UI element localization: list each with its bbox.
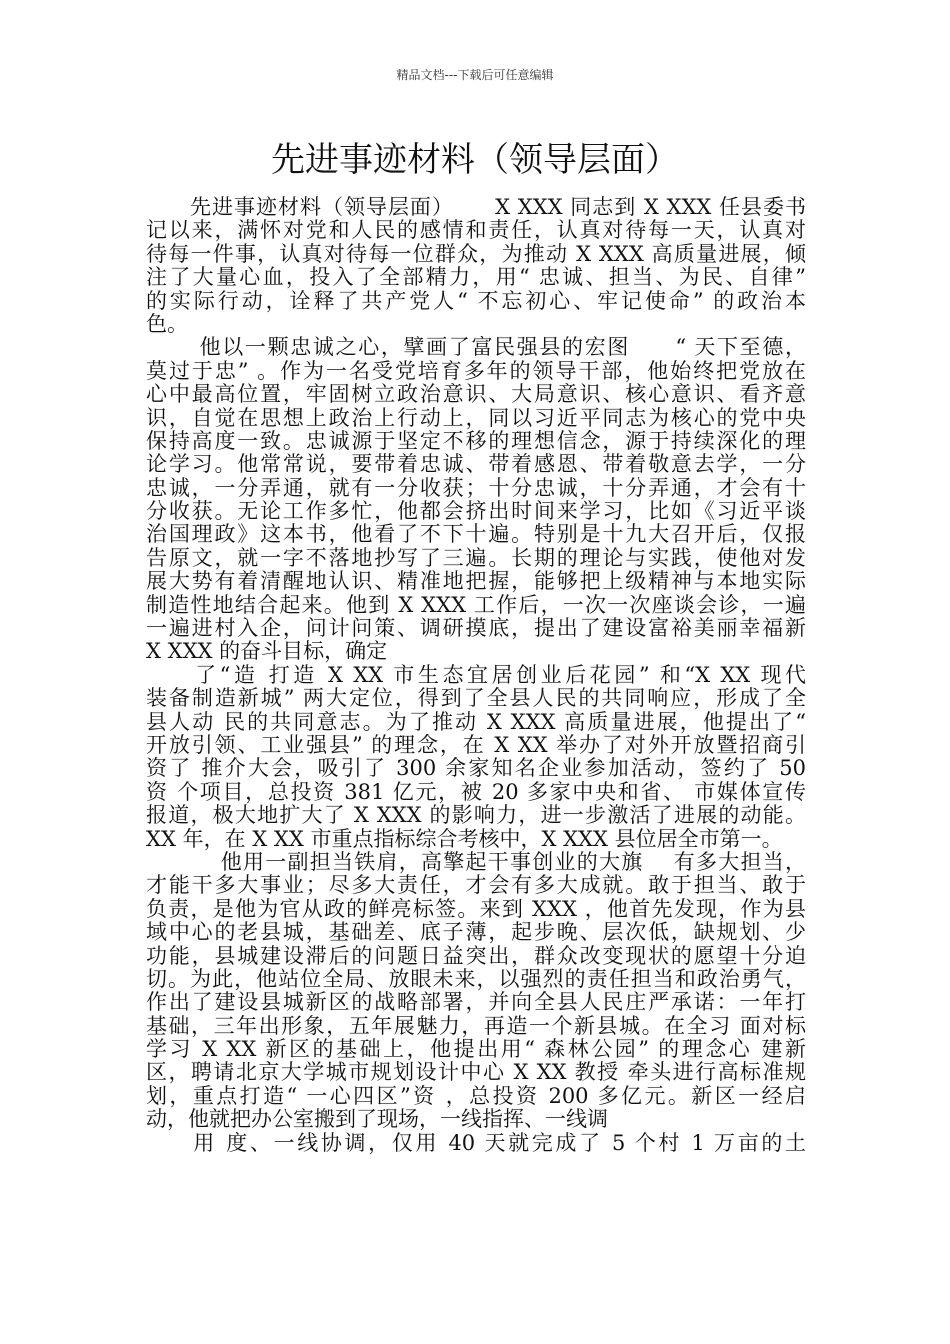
body-text-line: 治国理政》这本书，他看了不下十遍。特别是十九大召开后，仅报 [146,523,806,547]
body-text-line: 莫过于忠” 。作为一名受党培育多年的领导干部，他始终把党放在 [146,359,806,383]
body-text-line: 展大势有着清醒地认识、精准地把握，能够把上级精神与本地实际 [146,570,806,594]
body-text-line: 用 度、一线协调，仅用 40 天就完成了 5 个村 1 万亩的土 [146,1131,806,1155]
body-text-line: 资 个项目，总投资 381 亿元，被 20 多家中央和省、 市媒体宣传 [146,780,806,804]
body-text-line: 注了大量心血，投入了全部精力，用“ 忠诚、担当、为民、自律” [146,266,806,290]
body-text-line: X XXX 的奋斗目标，确定 [146,640,388,664]
body-text-line: 分收获。无论工作多忙，他都会挤出时间来学习，比如《习近平谈 [146,500,806,524]
body-text-line: 他以一颗忠诚之心，擘画了富民强县的宏图 “ 天下至德， [146,336,806,360]
body-text-line: 识，自觉在思想上政治上行动上，同以习近平同志为核心的党中央 [146,406,806,430]
body-text-line: 心中最高位置，牢固树立政治意识、大局意识、核心意识、看齐意 [146,383,806,407]
body-text-line: XX 年，在 X XX 市重点指标综合考核中，X XXX 县位居全市第一。 [146,827,783,851]
body-text-line: 他用一副担当铁肩，高擎起干事创业的大旗 有多大担当， [146,850,806,874]
body-text-line: 学习 X XX 新区的基础上，他提出用“ 森林公园” 的理念心 建新 [146,1038,806,1062]
body-text-line: 的实际行动，诠释了共产党人“ 不忘初心、牢记使命” 的政治本 [146,289,806,313]
body-text-line: 切。为此，他站位全局、放眼未来，以强烈的责任担当和政治勇气， [146,967,806,991]
body-text-line: 功能，县城建设滞后的问题日益突出，群众改变现状的愿望十分迫 [146,944,806,968]
body-text-line: 告原文，就一字不落地抄写了三遍。长期的理论与实践，使他对发 [146,546,806,570]
body-text-line: 开放引领、工业强县” 的理念，在 X XX 举办了对外开放暨招商引 [146,733,806,757]
body-text-line: 先进事迹材料（领导层面） X XXX 同志到 X XXX 任县委书 [146,196,806,219]
body-text-line: 区，聘请北京大学城市规划设计中心 X XX 教授 牵头进行高标准规 [146,1061,806,1085]
body-text-line: 县人动 民的共同意志。为了推动 X XXX 高质量进展，他提出了“ [146,710,806,734]
body-text-line: 色。 [146,312,188,336]
body-text-line: 保持高度一致。忠诚源于坚定不移的理想信念，源于持续深化的理 [146,429,806,453]
document-title: 先进事迹材料（领导层面） [271,140,679,180]
body-text-line: 才能干多大事业；尽多大责任，才会有多大成就。敢于担当、敢于 [146,874,806,898]
body-text-line: 作出了建设县城新区的战略部署，并向全县人民庄严承诺：一年打 [146,991,806,1015]
body-text-line: 一遍进村入企，问计问策、调研摸底，提出了建设富裕美丽幸福新 [146,617,806,641]
body-text-line: 域中心的老县城，基础差、底子薄，起步晚、层次低，缺规划、少 [146,921,806,945]
document-body [146,196,806,1155]
body-text-line: 划，重点打造“ 一心四区”资 ，总投资 200 多亿元。新区一经启 [146,1084,806,1108]
body-text-line: 记以来，满怀对党和人民的感情和责任，认真对待每一天，认真对 [146,219,806,243]
body-text-line: 资了 推介大会，吸引了 300 余家知名企业参加活动，签约了 50 [146,757,806,781]
body-text-line: 基础，三年出形象，五年展魅力，再造一个新县城。在全习 面对标 [146,1014,806,1038]
body-text-line: 动，他就把办公室搬到了现场，一线指挥、一线调 [146,1108,608,1132]
body-text-line: 忠诚，一分弄通，就有一分收获；十分忠诚，十分弄通，才会有十 [146,476,806,500]
body-text-line: 装备制造新城” 两大定位，得到了全县人民的共同响应，形成了全 [146,687,806,711]
page-header: 精品文档---下载后可任意编辑 [396,68,554,82]
body-text-line: 了“造 打造 X XX 市生态宜居创业后花园” 和“X XX 现代 [146,663,806,687]
body-text-line: 论学习。他常常说，要带着忠诚、带着感恩、带着敬意去学，一分 [146,453,806,477]
body-text-line: 报道，极大地扩大了 X XXX 的影响力，进一步激活了进展的动能。 [146,804,806,828]
body-text-line: 制造性地结合起来。他到 X XXX 工作后，一次一次座谈会诊，一遍 [146,593,806,617]
body-text-line: 负责，是他为官从政的鲜亮标签。来到 XXX ，他首先发现，作为县 [146,897,806,921]
body-text-line: 待每一件事，认真对待每一位群众，为推动 X XXX 高质量进展，倾 [146,242,806,266]
